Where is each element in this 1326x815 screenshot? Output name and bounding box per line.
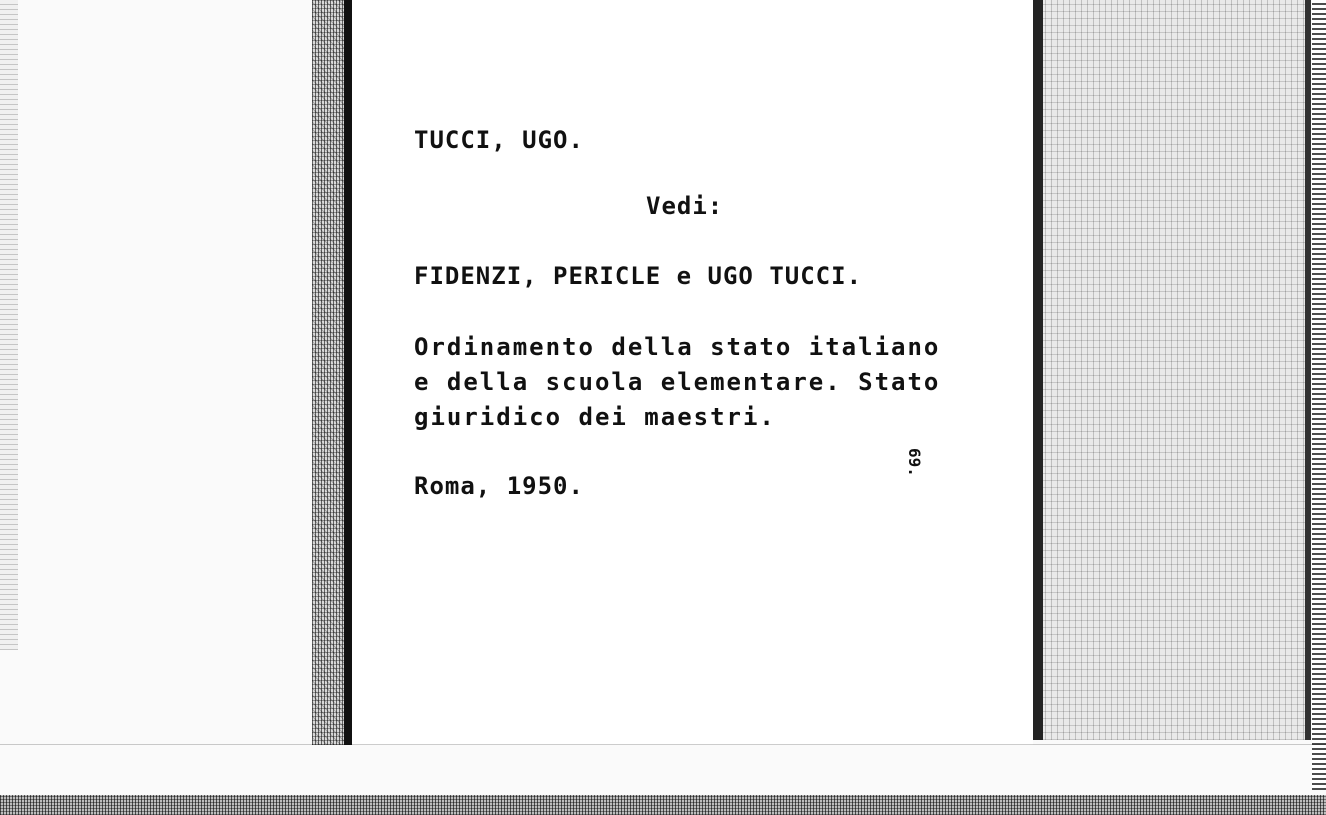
catalog-card <box>352 0 1033 745</box>
see-reference-label: Vedi: <box>646 192 724 220</box>
right-card-edge <box>1033 0 1311 740</box>
left-card-edge <box>312 0 352 745</box>
work-title-line: e della scuola elementare. Stato <box>414 368 941 396</box>
work-title <box>414 330 940 435</box>
bottom-scan-band <box>0 795 1326 815</box>
far-right-edge <box>1312 0 1326 790</box>
card-bottom-line <box>0 744 1326 745</box>
cross-reference: FIDENZI, PERICLE e UGO TUCCI. <box>414 262 863 290</box>
left-margin-edge <box>0 0 18 650</box>
work-title-line: giuridico dei maestri. <box>414 403 776 431</box>
imprint: Roma, 1950. <box>414 472 584 500</box>
call-number: 69. <box>905 448 924 477</box>
work-title-line: Ordinamento della stato italiano <box>414 333 941 361</box>
card-heading: TUCCI, UGO. <box>414 126 584 154</box>
